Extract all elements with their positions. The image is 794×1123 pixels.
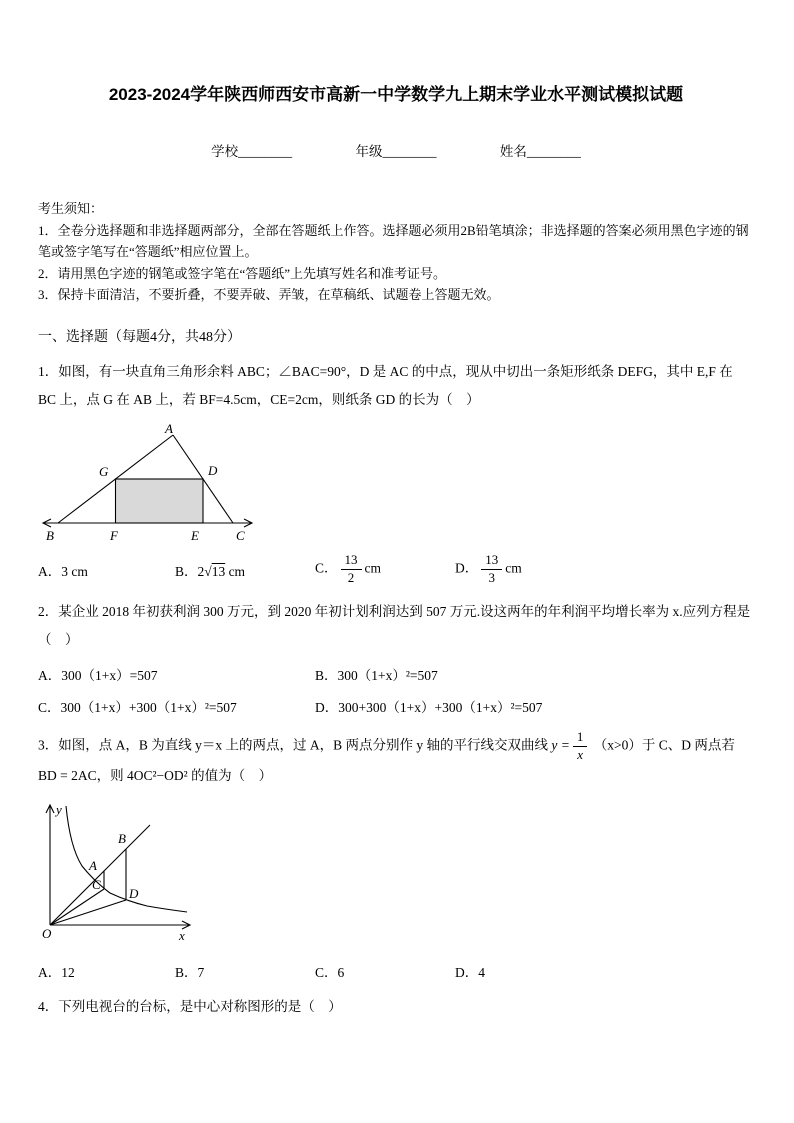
option-1b-radicand: 13 bbox=[211, 563, 226, 579]
section-1-heading: 一、选择题（每题4分，共48分） bbox=[38, 329, 241, 345]
notice-heading: 考生须知： bbox=[38, 201, 104, 217]
label-D: D bbox=[208, 463, 218, 479]
label-B: B bbox=[46, 528, 54, 544]
label-G: G bbox=[99, 464, 109, 480]
option-3d: D．4 bbox=[455, 965, 485, 981]
question-3-text-after: （x>0）于 C、D 两点若 BD = 2AC，则 4OC²−OD² 的值为（ ） bbox=[38, 737, 735, 783]
fraction: $\frac{13}{2}$ bbox=[341, 553, 362, 586]
label-x: x bbox=[179, 928, 185, 944]
label-F: F bbox=[110, 528, 118, 544]
question-1-triangle-figure bbox=[40, 423, 256, 545]
question-3-options bbox=[38, 961, 754, 981]
option-3c: C．6 bbox=[315, 965, 345, 981]
option-1c-unit: cm bbox=[364, 560, 382, 576]
hyperbola-formula-lhs: y = bbox=[551, 737, 570, 753]
option-2a: A．300（1+x）=507 bbox=[38, 667, 158, 683]
label-A: A bbox=[165, 423, 173, 437]
fraction: $\frac{13}{3}$ bbox=[481, 553, 502, 586]
segment-OC bbox=[50, 889, 104, 925]
school-blank-field: 学校________ bbox=[211, 144, 293, 160]
notice-item-2: 2．请用黑色字迹的钢笔或签字笔在“答题纸”上先填写姓名和准考证号。 bbox=[38, 265, 447, 281]
rectangle-GDEF bbox=[116, 479, 204, 523]
option-1a bbox=[38, 560, 175, 580]
radical-sign: √ bbox=[204, 563, 212, 579]
label-C: C bbox=[236, 528, 245, 544]
option-2c: C．300（1+x）+300（1+x）²=507 bbox=[38, 699, 237, 715]
grade-blank-field: 年级________ bbox=[355, 144, 437, 160]
option-1b-unit: cm bbox=[225, 563, 246, 579]
name-blank-field: 姓名________ bbox=[499, 144, 581, 160]
label-C: C bbox=[92, 877, 101, 893]
notice-section bbox=[38, 198, 754, 306]
line-y-equals-x bbox=[50, 825, 150, 925]
question-2-options-row-2 bbox=[38, 698, 754, 718]
question-1-options bbox=[38, 553, 754, 586]
option-1b bbox=[175, 560, 315, 580]
label-B: B bbox=[118, 831, 126, 847]
option-3b: B．7 bbox=[175, 965, 205, 981]
label-y: y bbox=[56, 802, 62, 818]
option-1d-label: D． bbox=[455, 560, 479, 576]
label-A: A bbox=[89, 858, 97, 874]
option-1a-label: A． bbox=[38, 563, 62, 579]
label-D: D bbox=[129, 886, 139, 902]
option-1b-coefficient: 2 bbox=[197, 563, 205, 579]
question-3-hyperbola-figure bbox=[42, 797, 198, 953]
option-1c bbox=[315, 553, 455, 586]
option-3a: A．12 bbox=[38, 965, 75, 981]
question-1-text: 1．如图，有一块直角三角形余料 ABC；∠BAC=90°，D 是 AC 的中点，现从中切出一条矩形纸条 DEFG，其中 E,F 在 BC 上，点 G 在 AB 上，若 BF=4.5cm，CE=2cm，则纸条 GD 的长为（ ） bbox=[38, 363, 733, 407]
option-1a-value: 3 cm bbox=[61, 563, 88, 579]
label-O: O bbox=[42, 926, 52, 942]
option-2d: D．300+300（1+x）+300（1+x）²=507 bbox=[315, 699, 543, 715]
option-1b-label: B． bbox=[175, 563, 198, 579]
page-title: 2023-2024学年陕西师西安市高新一中学数学九上期末学业水平测试模拟试题 bbox=[108, 85, 684, 104]
option-2b: B．300（1+x）²=507 bbox=[315, 667, 438, 683]
option-1d bbox=[455, 553, 754, 586]
notice-item-3: 3．保持卡面清洁，不要折叠，不要弄破、弄皱，在草稿纸、试题卷上答题无效。 bbox=[38, 287, 500, 303]
question-4-text: 4．下列电视台的台标，是中心对称图形的是（ ） bbox=[38, 999, 342, 1015]
student-info-fields bbox=[38, 140, 754, 160]
question-2-text: 2．某企业 2018 年初获利润 300 万元，到 2020 年初计划利润达到 507 万元.设这两年的年利润平均增长率为 x.应列方程是（ ） bbox=[38, 604, 751, 647]
notice-item-1: 1．全卷分选择题和非选择题两部分，全部在答题纸上作答。选择题必须用2B铅笔填涂；非选择题的答案必须用黑色字迹的钢笔或签字笔写在“答题纸”相应位置上。 bbox=[38, 222, 749, 260]
question-3-text-before: 3．如图，点 A，B 为直线 y＝x 上的两点，过 A，B 两点分别作 y 轴的平行线交双曲线 bbox=[38, 737, 549, 753]
fraction: $\frac{1}{x}$ bbox=[573, 730, 588, 763]
question-3-text bbox=[38, 730, 754, 789]
option-1c-label: C． bbox=[315, 560, 338, 576]
label-E: E bbox=[191, 528, 199, 544]
option-1d-unit: cm bbox=[505, 560, 522, 576]
question-2-options-row-1 bbox=[38, 666, 754, 686]
segment-OD bbox=[50, 900, 126, 925]
